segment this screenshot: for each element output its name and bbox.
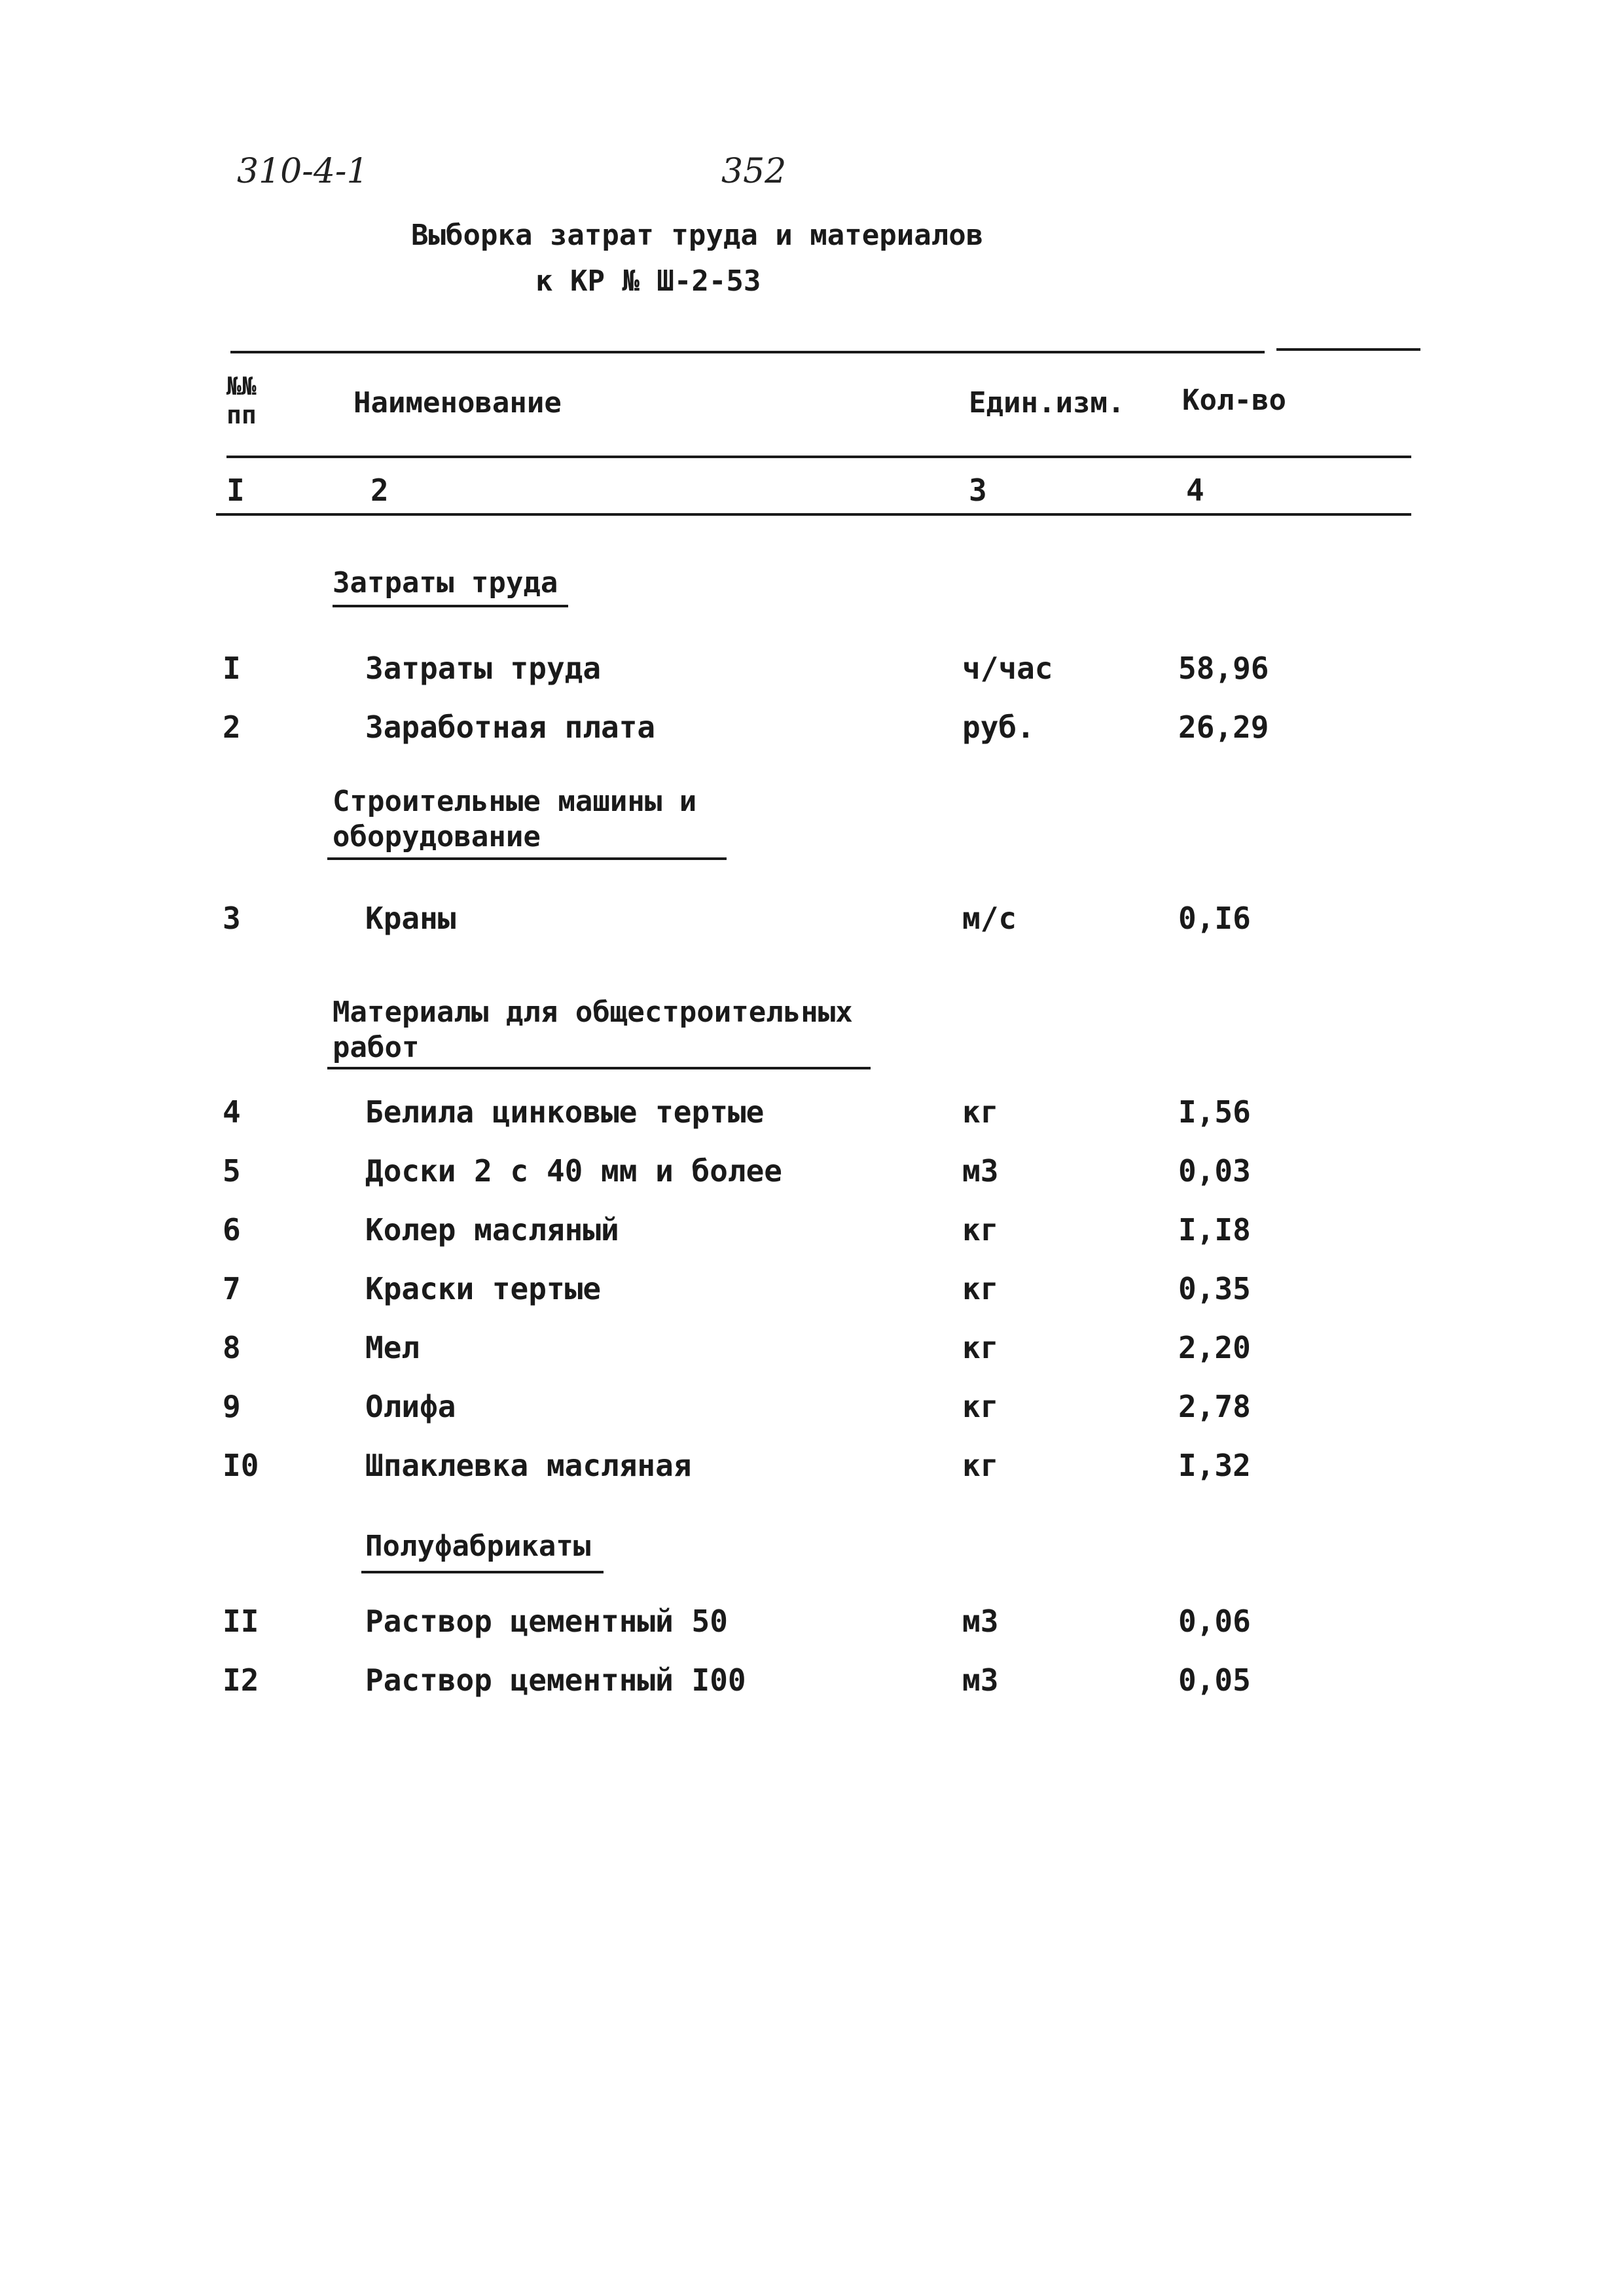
row-qty: I,56	[1178, 1094, 1251, 1130]
page-number: 352	[721, 152, 787, 191]
row-name: Заработная плата	[365, 709, 656, 745]
row-qty: 0,I6	[1178, 901, 1251, 936]
header-col-qty: Кол-во	[1182, 384, 1286, 417]
row-name: Мел	[365, 1330, 420, 1365]
row-qty: 2,20	[1178, 1330, 1251, 1365]
doc-code: 310-4-1	[237, 152, 369, 191]
row-unit: ч/час	[962, 651, 1053, 686]
row-number: 4	[223, 1094, 241, 1130]
row-name: Раствор цементный 50	[365, 1604, 728, 1639]
row-qty: 2,78	[1178, 1389, 1251, 1424]
row-name: Затраты труда	[365, 651, 602, 686]
row-qty: I,32	[1178, 1448, 1251, 1483]
row-name: Шпаклевка масляная	[365, 1448, 692, 1483]
row-name: Белила цинковые тертые	[365, 1094, 765, 1130]
row-number: II	[223, 1604, 259, 1639]
page-subtitle: к КР № Ш-2-53	[535, 264, 761, 298]
colnum-4: 4	[1186, 473, 1204, 508]
section-materials: Материалы для общестроительных работ	[333, 996, 853, 1064]
colnum-rule	[216, 513, 1411, 516]
row-unit: кг	[962, 1212, 999, 1247]
row-name: Доски 2 с 40 мм и более	[365, 1153, 782, 1189]
row-qty: 26,29	[1178, 709, 1269, 745]
row-number: 6	[223, 1212, 241, 1247]
row-unit: кг	[962, 1271, 999, 1306]
table-top-rule	[230, 351, 1265, 353]
row-qty: I,I8	[1178, 1212, 1251, 1247]
row-qty: 0,06	[1178, 1604, 1251, 1639]
row-name: Раствор цементный I00	[365, 1662, 746, 1698]
row-unit: м3	[962, 1662, 999, 1698]
row-unit: кг	[962, 1389, 999, 1424]
row-unit: м/с	[962, 901, 1017, 936]
header-col-name: Наименование	[353, 386, 562, 420]
header-rule	[226, 456, 1411, 458]
page-title: Выборка затрат труда и материалов	[411, 219, 984, 252]
row-qty: 0,03	[1178, 1153, 1251, 1189]
row-name: Краны	[365, 901, 456, 936]
row-unit: кг	[962, 1094, 999, 1130]
row-number: 7	[223, 1271, 241, 1306]
row-number: I2	[223, 1662, 259, 1698]
table-top-rule-right	[1276, 348, 1420, 351]
section-labor-underline	[333, 605, 568, 607]
row-unit: кг	[962, 1448, 999, 1483]
row-qty: 0,35	[1178, 1271, 1251, 1306]
row-number: 3	[223, 901, 241, 936]
row-name: Краски тертые	[365, 1271, 602, 1306]
row-qty: 58,96	[1178, 651, 1269, 686]
row-unit: м3	[962, 1604, 999, 1639]
row-qty: 0,05	[1178, 1662, 1251, 1698]
row-number: I0	[223, 1448, 259, 1483]
row-number: 8	[223, 1330, 241, 1365]
row-number: 2	[223, 709, 241, 745]
section-semi-underline	[361, 1571, 604, 1573]
row-number: 5	[223, 1153, 241, 1189]
colnum-3: 3	[969, 473, 987, 508]
section-semi-finished: Полуфабрикаты	[365, 1530, 591, 1563]
header-col-unit: Един.изм.	[969, 386, 1125, 420]
colnum-1: I	[226, 473, 245, 508]
section-labor: Затраты труда	[333, 566, 558, 600]
section-materials-underline	[327, 1067, 871, 1069]
section-machines: Строительные машины и оборудование	[333, 785, 697, 853]
row-name: Олифа	[365, 1389, 456, 1424]
row-name: Колер масляный	[365, 1212, 619, 1247]
header-col-num: №№ пп	[226, 372, 257, 429]
row-number: I	[223, 651, 241, 686]
row-unit: руб.	[962, 709, 1035, 745]
colnum-2: 2	[370, 473, 389, 508]
row-unit: м3	[962, 1153, 999, 1189]
section-machines-underline	[327, 857, 727, 860]
row-unit: кг	[962, 1330, 999, 1365]
row-number: 9	[223, 1389, 241, 1424]
